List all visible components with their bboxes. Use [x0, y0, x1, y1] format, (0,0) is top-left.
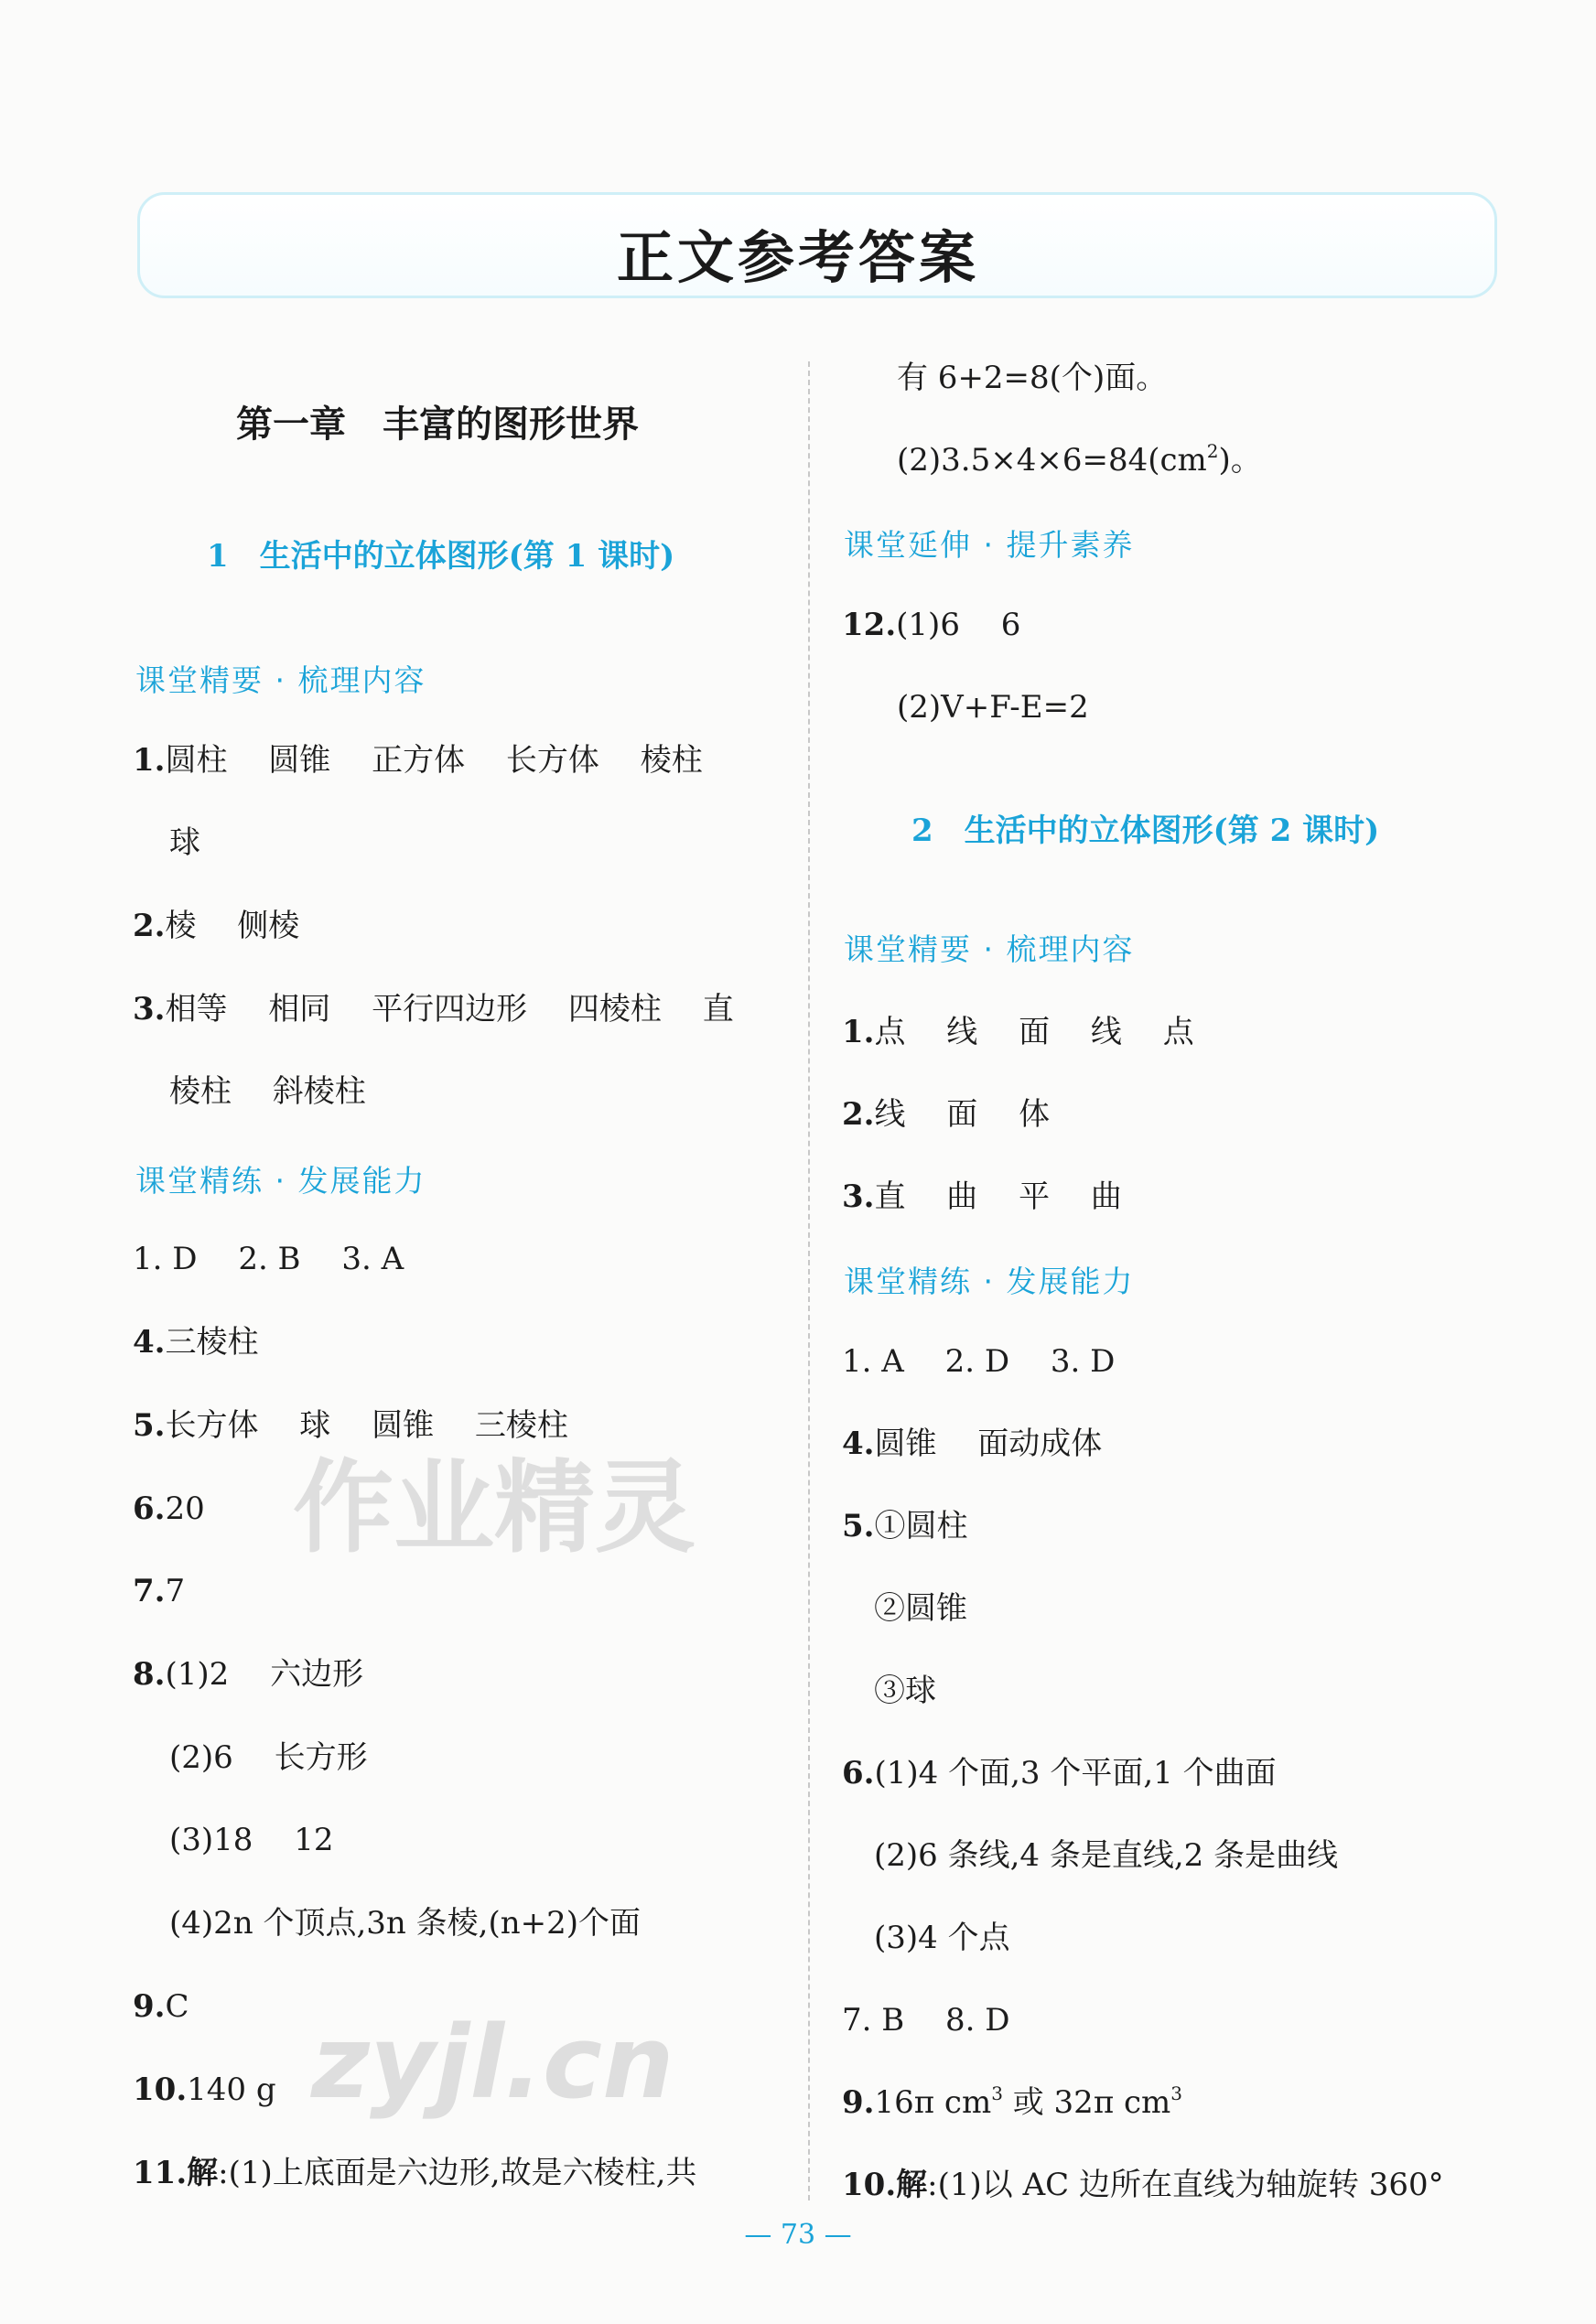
answer-subitem: (3)4 个点 [874, 1920, 1010, 1956]
answer-item-cont: 棱柱 斜棱柱 [169, 1073, 366, 1110]
lesson-heading-1: 1 生活中的立体图形(第 1 课时) [207, 538, 675, 575]
answer-subitem: (3)18 12 [169, 1822, 334, 1858]
answer-item: 5.长方体 球 圆锥 三棱柱 [133, 1407, 568, 1444]
answer-item-cont: 有 6+2=8(个)面。 [897, 360, 1168, 396]
answer-item: 2.线 面 体 [842, 1096, 1051, 1133]
lesson-heading-2: 2 生活中的立体图形(第 2 课时) [911, 812, 1380, 849]
chapter-heading: 第一章 丰富的图形世界 [236, 403, 639, 446]
watermark-logo: 作业精灵 [293, 1449, 696, 1566]
answer-item: 1. D 2. B 3. A [133, 1241, 404, 1277]
answer-subitem: $(2)3.5\times 4\times 6=84(cm^2)$。 [897, 440, 1262, 479]
section-heading: 课堂延伸 · 提升素养 [844, 527, 1135, 563]
answer-item: 4.三棱柱 [133, 1324, 259, 1361]
answer-item: 10.140 g [133, 2071, 276, 2108]
answer-item: 10.解:(1)以 AC 边所在直线为轴旋转 360° [842, 2167, 1444, 2203]
answer-item: 11.解:(1)上底面是六边形,故是六棱柱,共 [133, 2155, 697, 2191]
answer-item: 2.棱 侧棱 [133, 908, 300, 944]
answer-item: 9.C [133, 1988, 189, 2025]
answer-item: 6.20 [133, 1490, 205, 1527]
answer-item: 1.点 线 面 线 点 [842, 1014, 1194, 1050]
answer-item: 5.①圆柱 [842, 1508, 968, 1544]
answer-subitem: ③球 [874, 1673, 936, 1709]
answer-item: 7. B 8. D [842, 2002, 1010, 2039]
answer-item-cont: 球 [169, 824, 200, 861]
section-heading: 课堂精要 · 梳理内容 [844, 931, 1135, 967]
page-number: — 73 — [744, 2219, 852, 2251]
answer-subitem: (4)2n 个顶点,3n 条棱,(n+2)个面 [169, 1905, 641, 1942]
answer-item: 3.相等 相同 平行四边形 四棱柱 直 [133, 991, 734, 1028]
section-heading: 课堂精要 · 梳理内容 [135, 662, 426, 698]
answer-item: 4.圆锥 面动成体 [842, 1426, 1103, 1462]
section-heading: 课堂精练 · 发展能力 [844, 1264, 1135, 1299]
column-divider [808, 361, 810, 2200]
answer-item: 6.(1)4 个面,3 个平面,1 个曲面 [842, 1755, 1277, 1791]
answer-item: 8.(1)2 六边形 [133, 1656, 364, 1693]
page-title: 正文参考答案 [616, 224, 979, 291]
answer-item: 1. A 2. D 3. D [842, 1343, 1116, 1380]
section-heading: 课堂精练 · 发展能力 [135, 1163, 426, 1199]
answer-subitem: (2)6 条线,4 条是直线,2 条是曲线 [874, 1837, 1339, 1874]
answer-item: 9.16π $cm^3$ 或 32π $cm^3$ [842, 2082, 1182, 2121]
answer-item: 12.(1)6 6 [842, 607, 1021, 643]
answer-item: 1.圆柱 圆锥 正方体 长方体 棱柱 [133, 742, 703, 779]
watermark-url: zyjl.cn [311, 2004, 674, 2121]
answer-item: 7.7 [133, 1573, 186, 1609]
answer-subitem: (2)V+F-E=2 [897, 689, 1089, 726]
answer-subitem: ②圆锥 [874, 1590, 967, 1627]
answer-subitem: (2)6 长方形 [169, 1739, 368, 1776]
answer-item: 3.直 曲 平 曲 [842, 1178, 1122, 1215]
